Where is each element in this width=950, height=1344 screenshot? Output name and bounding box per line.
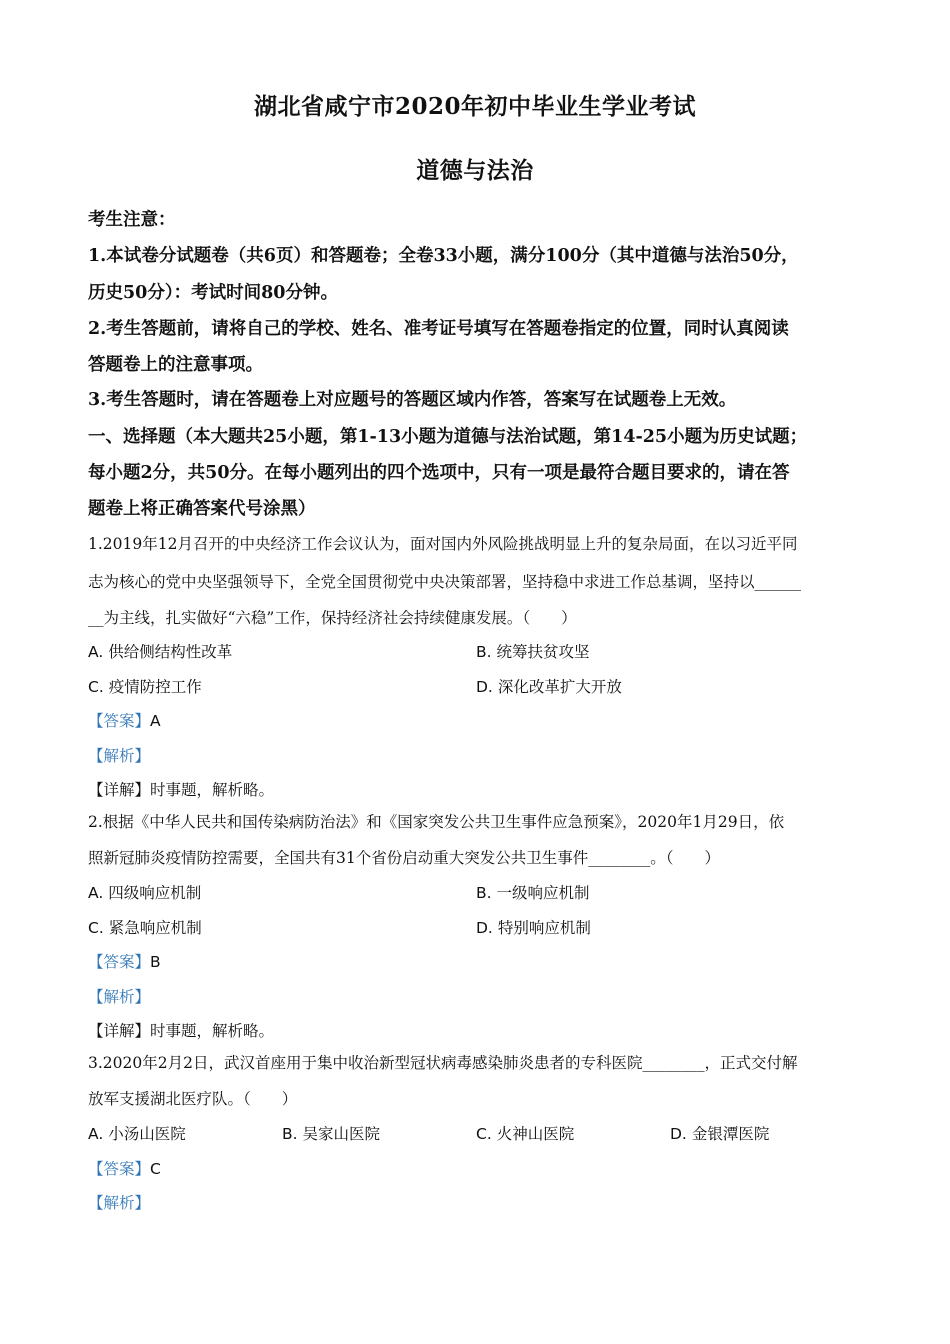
notice-line: 历史50分）：考试时间80分钟。 bbox=[88, 283, 338, 303]
question-1-answer bbox=[88, 709, 161, 731]
option-text: 特别响应机制 bbox=[497, 919, 591, 937]
option-text: 金银潭医院 bbox=[691, 1125, 770, 1143]
question-3-analysis bbox=[88, 1191, 150, 1213]
option-letter: C. bbox=[88, 678, 104, 696]
question-1-text: 志为核心的党中央坚强领导下，全党全国贯彻党中央决策部署，坚持稳中求进工作总基调，坚持以______ bbox=[88, 573, 802, 591]
question-1-option-d bbox=[476, 675, 622, 697]
option-text: 一级响应机制 bbox=[496, 884, 590, 902]
question-2-option-c bbox=[88, 916, 202, 938]
detail-text: 时事题，解析略。 bbox=[150, 781, 275, 799]
option-letter: D. bbox=[476, 919, 493, 937]
answer-value: A bbox=[150, 712, 161, 730]
notice-heading: 考生注意： bbox=[88, 210, 176, 230]
exam-title: 湖北省咸宁市2020年初中毕业生学业考试 bbox=[253, 93, 696, 120]
question-3-option-b bbox=[282, 1122, 380, 1144]
section-heading-line: 题卷上将正确答案代号涂黑） bbox=[88, 499, 316, 519]
answer-value: B bbox=[150, 953, 161, 971]
question-1-detail bbox=[88, 778, 274, 800]
question-3-option-a bbox=[88, 1122, 186, 1144]
question-2-option-d bbox=[476, 916, 591, 938]
question-1-analysis bbox=[88, 744, 150, 766]
option-letter: D. bbox=[476, 678, 493, 696]
option-letter: D. bbox=[670, 1125, 687, 1143]
question-2-option-b bbox=[476, 881, 590, 903]
option-text: 供给侧结构性改革 bbox=[108, 643, 233, 661]
option-letter: C. bbox=[476, 1125, 492, 1143]
detail-text: 时事题，解析略。 bbox=[150, 1022, 275, 1040]
question-3-option-d bbox=[670, 1122, 769, 1144]
option-text: 小汤山医院 bbox=[108, 1125, 186, 1143]
notice-line: 答题卷上的注意事项。 bbox=[88, 355, 263, 375]
question-1-option-b bbox=[476, 640, 590, 662]
notice-line: 3.考生答题时，请在答题卷上对应题号的答题区域内作答，答案写在试题卷上无效。 bbox=[88, 390, 737, 410]
question-2-option-a bbox=[88, 881, 201, 903]
question-1-text: 1.2019年12月召开的中央经济工作会议认为，面对国内外风险挑战明显上升的复杂局面，在以习近平同 bbox=[88, 535, 798, 553]
option-letter: C. bbox=[88, 919, 104, 937]
section-heading-line: 每小题2分，共50分。在每小题列出的四个选项中，只有一项是最符合题目要求的，请在答 bbox=[88, 463, 790, 483]
option-text: 深化改革扩大开放 bbox=[497, 678, 622, 696]
analysis-label: 【解析】 bbox=[88, 1194, 151, 1212]
question-2-text: 照新冠肺炎疫情防控需要，全国共有31个省份启动重大突发公共卫生事件________。（ ） bbox=[88, 849, 720, 867]
detail-label: 【详解】 bbox=[88, 1022, 151, 1040]
option-text: 四级响应机制 bbox=[108, 884, 202, 902]
answer-label: 【答案】 bbox=[88, 712, 151, 730]
option-letter: A. bbox=[88, 643, 104, 661]
option-text: 疫情防控工作 bbox=[108, 678, 202, 696]
detail-label: 【详解】 bbox=[88, 781, 151, 799]
question-1-option-a bbox=[88, 640, 232, 662]
option-letter: A. bbox=[88, 884, 104, 902]
question-1-text: __为主线，扎实做好“六稳”工作，保持经济社会持续健康发展。（ ） bbox=[88, 609, 577, 627]
question-1-option-c bbox=[88, 675, 202, 697]
question-3-text: 放军支援湖北医疗队。（ ） bbox=[88, 1090, 298, 1108]
subject-title: 道德与法治 bbox=[416, 157, 534, 184]
question-3-text: 3.2020年2月2日，武汉首座用于集中收治新型冠状病毒感染肺炎患者的专科医院________，正式交付解 bbox=[88, 1054, 798, 1072]
notice-line: 1.本试卷分试题卷（共6页）和答题卷；全卷33小题，满分100分（其中道德与法治50分， bbox=[88, 246, 799, 266]
option-text: 紧急响应机制 bbox=[108, 919, 202, 937]
option-letter: A. bbox=[88, 1125, 104, 1143]
question-3-option-c bbox=[476, 1122, 574, 1144]
option-letter: B. bbox=[282, 1125, 298, 1143]
option-text: 火神山医院 bbox=[496, 1125, 575, 1143]
answer-label: 【答案】 bbox=[88, 1160, 151, 1178]
question-3-answer bbox=[88, 1157, 161, 1179]
option-letter: B. bbox=[476, 884, 492, 902]
question-2-detail bbox=[88, 1019, 274, 1041]
question-2-answer bbox=[88, 950, 161, 972]
analysis-label: 【解析】 bbox=[88, 747, 151, 765]
option-text: 吴家山医院 bbox=[302, 1125, 381, 1143]
answer-value: C bbox=[150, 1160, 161, 1178]
question-2-text: 2.根据《中华人民共和国传染病防治法》和《国家突发公共卫生事件应急预案》，2020年1月29日，依 bbox=[88, 813, 785, 831]
question-2-analysis bbox=[88, 985, 150, 1007]
option-text: 统筹扶贫攻坚 bbox=[496, 643, 590, 661]
section-heading-line: 一、选择题（本大题共25小题，第1-13小题为道德与法治试题，第14-25小题为历史试题； bbox=[88, 427, 808, 447]
answer-label: 【答案】 bbox=[88, 953, 151, 971]
analysis-label: 【解析】 bbox=[88, 988, 151, 1006]
notice-line: 2.考生答题前，请将自己的学校、姓名、准考证号填写在答题卷指定的位置，同时认真阅读 bbox=[88, 319, 789, 339]
option-letter: B. bbox=[476, 643, 492, 661]
